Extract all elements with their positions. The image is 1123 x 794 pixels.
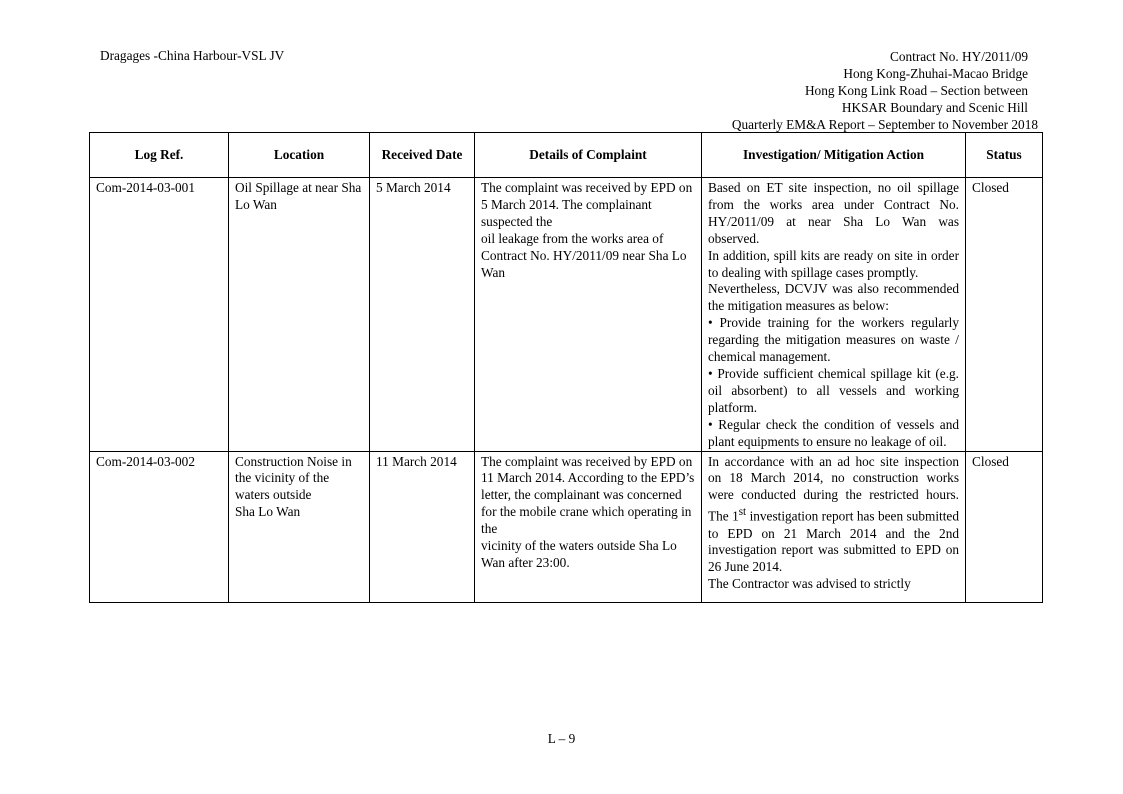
status-cell: Closed [966,178,1043,452]
header-project: Hong Kong-Zhuhai-Macao Bridge [843,66,1028,81]
details-line: oil leakage from the works area of Contract No. HY/2011/09 near Sha Lo Wan [481,230,687,280]
header-boundary: HKSAR Boundary and Scenic Hill [841,100,1028,115]
table-header-row [90,133,1043,178]
col-header-location: Location [229,133,370,178]
header-section: Hong Kong Link Road – Section between [804,83,1028,98]
details-line: vicinity of the waters outside Sha Lo Wan after 23:00. [481,538,677,570]
header-contract-info [731,48,1038,133]
col-header-received-date: Received Date [370,133,475,178]
col-header-status: Status [966,133,1043,178]
location-cell [229,451,370,602]
mitigation-bullet: • Provide sufficient chemical spillage kit (e.g. oil absorbent) to all vessels and working platform. [708,365,959,415]
table-row [90,451,1043,602]
status-cell: Closed [966,451,1043,602]
mitigation-bullet: • Provide training for the workers regularly regarding the mitigation measures on waste / chemical management. [708,315,959,365]
location-cell: Oil Spillage at near Sha Lo Wan [229,178,370,452]
col-header-details: Details of Complaint [475,133,702,178]
investigation-text: In accordance with an ad hoc site inspection on 18 March 2014, no construction works were conducted during the restricted hours. The 1 [708,453,959,524]
details-line: The complaint was received by EPD on 5 March 2014. The complainant suspected the [481,180,693,229]
complaint-log-table [89,132,1043,603]
header-company: Dragages -China Harbour-VSL JV [100,48,285,63]
log-ref-cell: Com-2014-03-001 [90,178,229,452]
header-contract-no: Contract No. HY/2011/09 [889,49,1028,64]
table-row [90,178,1043,452]
mitigation-bullet: • Regular check the condition of vessels and plant equipments to ensure no leakage of oil. [708,416,959,449]
investigation-paragraph [708,454,959,577]
received-date-cell: 11 March 2014 [370,451,475,602]
details-line: letter, the complainant was concerned for the mobile crane which operating in the [481,487,692,537]
col-header-log-ref: Log Ref. [90,133,229,178]
received-date-cell: 5 March 2014 [370,178,475,452]
investigation-cell [702,178,966,452]
details-cell [475,451,702,602]
investigation-paragraph: The Contractor was advised to strictly [708,576,911,592]
investigation-paragraph: Nevertheless, DCVJV was also recommended the mitigation measures as below: [708,281,959,314]
page-number: L – 9 [547,731,576,746]
investigation-cell [702,451,966,602]
ordinal-suffix: st [738,506,747,519]
header-report-title: Quarterly EM&A Report – September to November 2018 [731,117,1038,132]
location-line: Construction Noise in the vicinity of the waters outside [235,453,352,503]
log-ref-cell: Com-2014-03-002 [90,451,229,602]
investigation-paragraph: In addition, spill kits are ready on site in order to dealing with spillage cases promptly. [708,247,959,280]
details-cell [475,178,702,452]
col-header-investigation: Investigation/ Mitigation Action [702,133,966,178]
investigation-paragraph: Based on ET site inspection, no oil spillage from the works area under Contract No. HY/2011/09 at near Sha Lo Wan was observed. [708,180,959,246]
investigation-clip [708,454,959,602]
investigation-text: investigation report has been submitted to EPD on 21 March 2014 and the 2nd investigation report was submitted to EPD on 26 June 2014. [708,508,959,575]
location-line: Sha Lo Wan [235,504,301,520]
details-line: The complaint was received by EPD on 11 March 2014. According to the EPD’s [481,453,695,486]
